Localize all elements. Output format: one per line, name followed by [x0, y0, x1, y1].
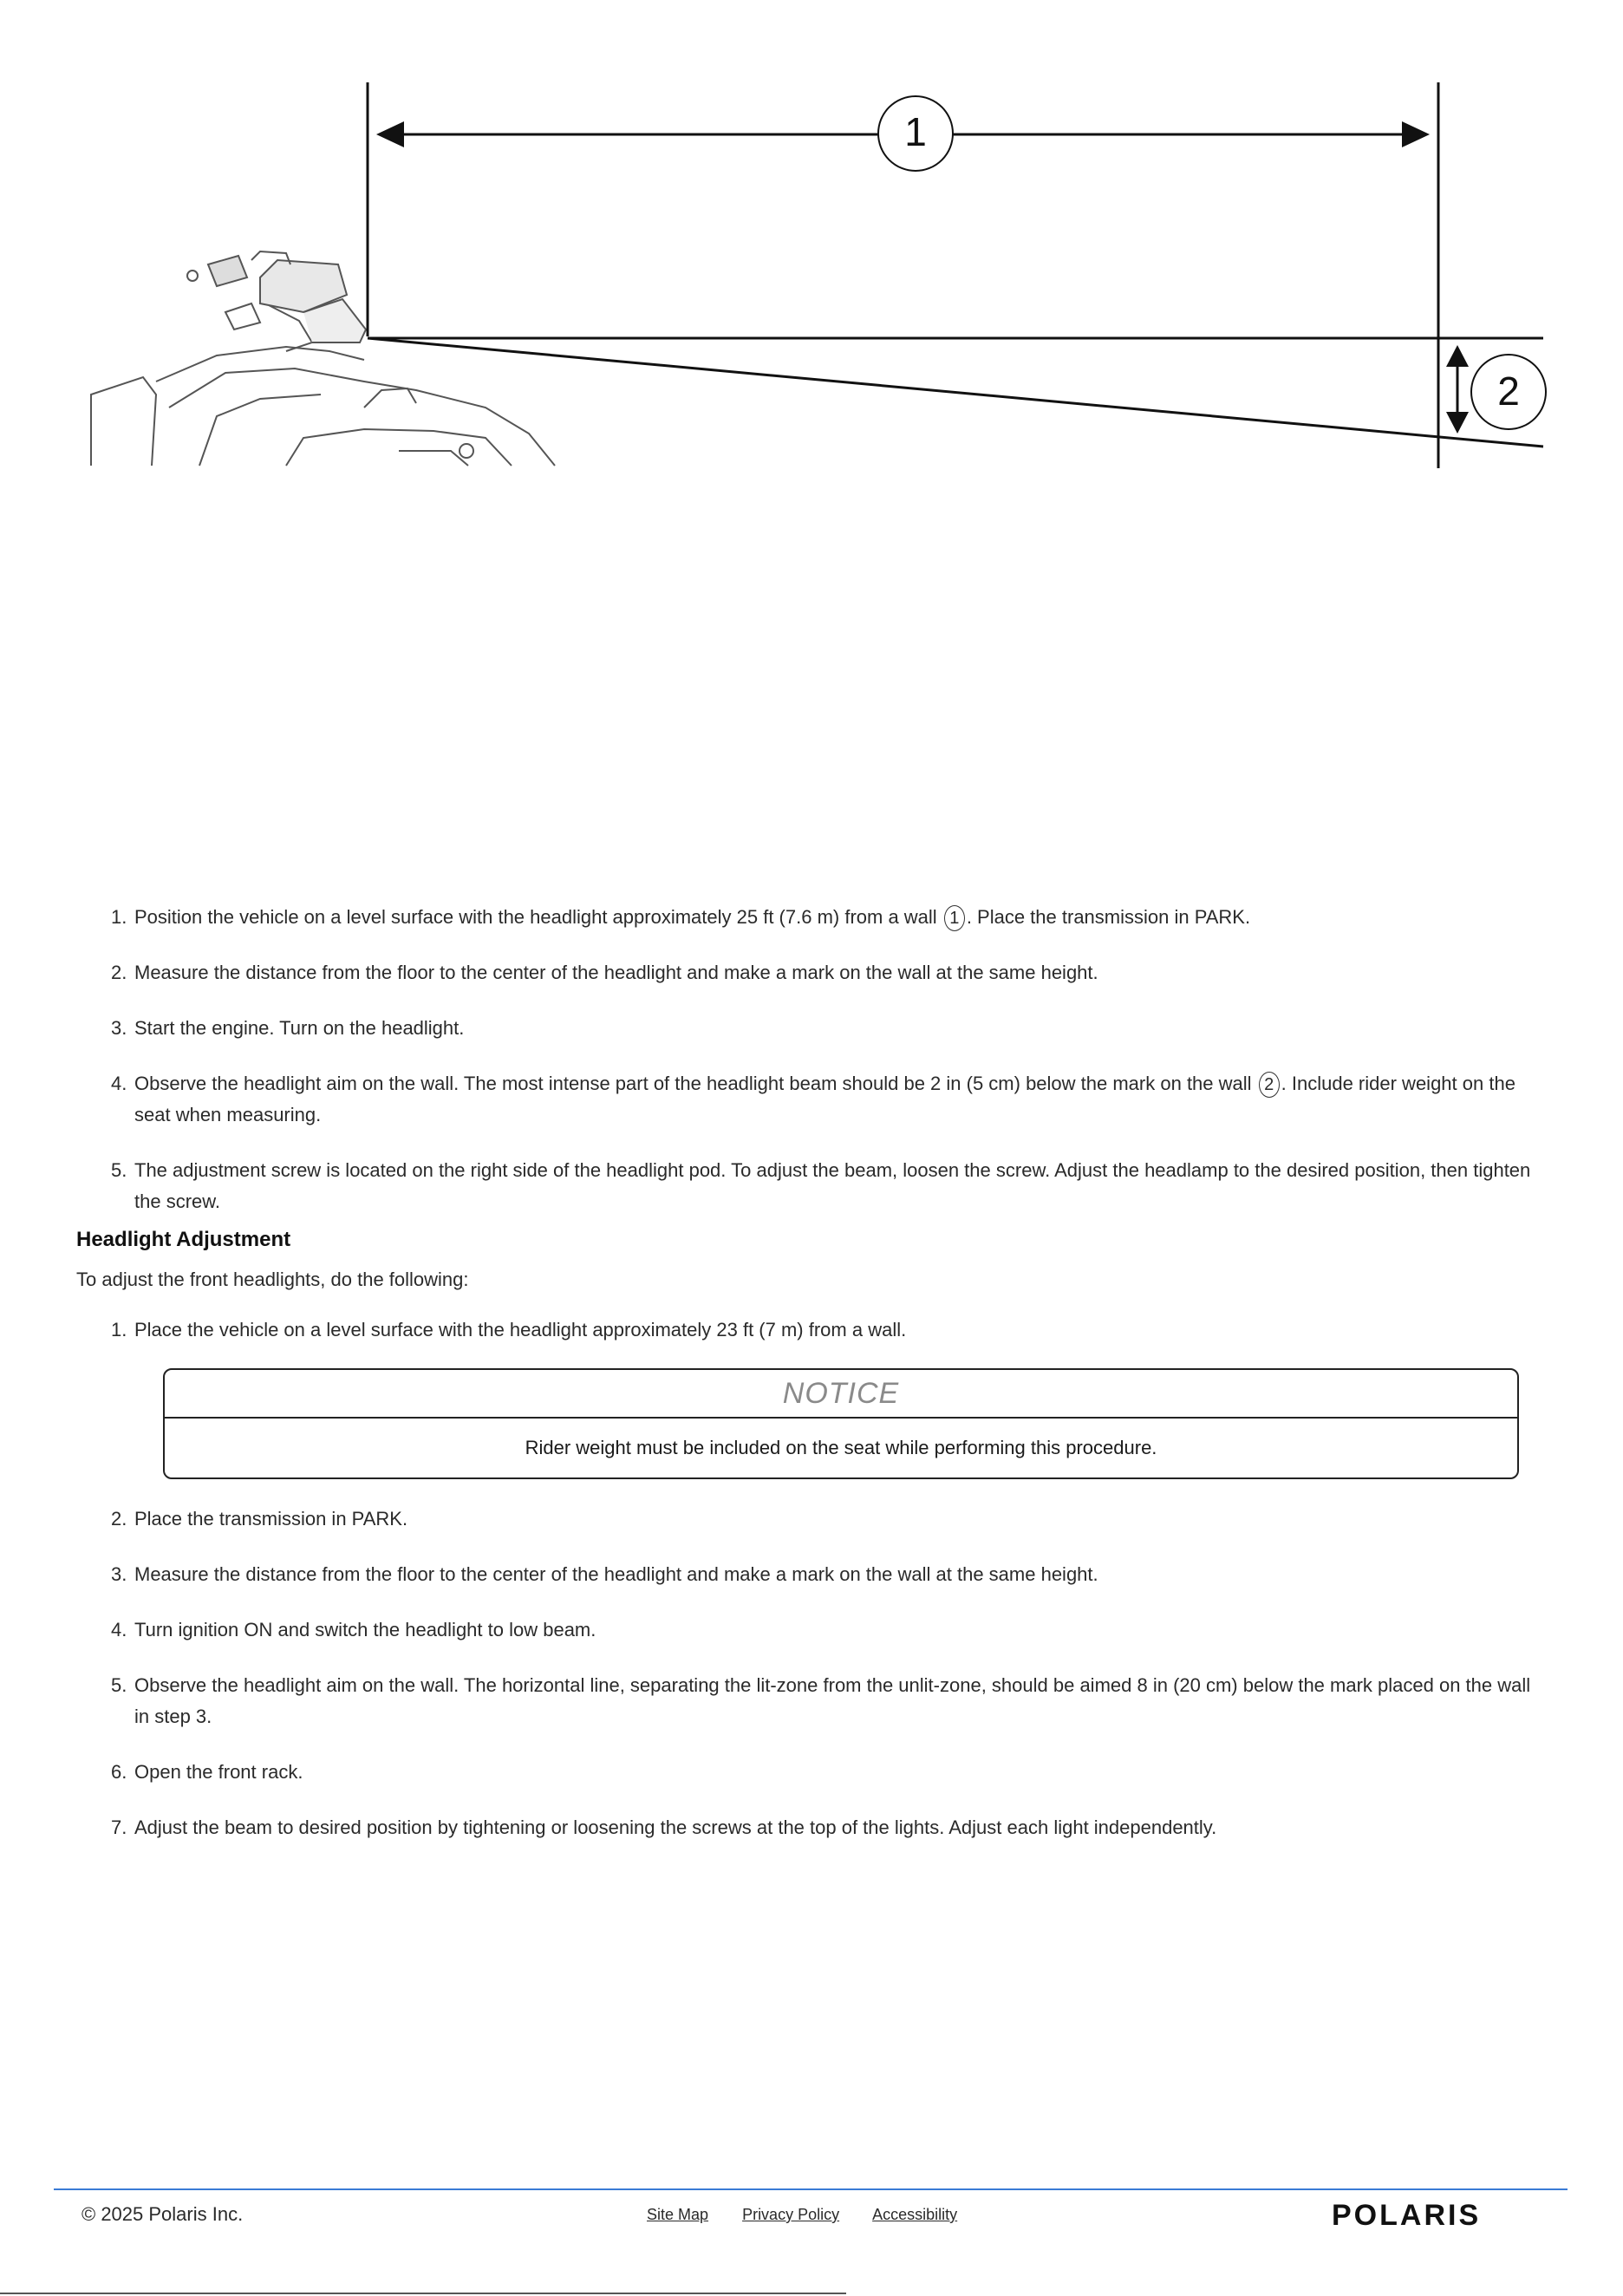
bottom-rule — [0, 2293, 846, 2294]
notice-body: Rider weight must be included on the seat while performing this procedure. — [525, 1437, 1157, 1458]
logo-text: POLARIS — [1332, 2199, 1482, 2230]
step-number: 5. — [111, 1159, 127, 1181]
step-text: Measure the distance from the floor to the center of the headlight and make a mark on the wall at the same height. — [134, 962, 1098, 983]
list-item — [76, 1812, 1550, 1843]
copyright-text: © 2025 Polaris Inc. — [81, 2203, 244, 2225]
vehicle-illustration — [91, 251, 555, 466]
step-number: 1. — [111, 906, 127, 928]
list-item — [76, 1314, 1550, 1346]
callout-2-label: 2 — [1497, 369, 1520, 414]
notice-title: NOTICE — [165, 1370, 1517, 1419]
instructions-content — [76, 902, 1550, 1868]
step-text: Observe the headlight aim on the wall. The horizontal line, separating the lit-zone from the unlit-zone, should be aimed 8 in (20 cm) below the mark placed on the wall in step 3. — [134, 1674, 1531, 1727]
step-number: 4. — [111, 1619, 127, 1640]
notice-box — [163, 1368, 1519, 1479]
section-title: Headlight Adjustment — [76, 1228, 291, 1251]
list-item — [76, 1503, 1550, 1535]
step-number: 3. — [111, 1563, 127, 1585]
list-item — [76, 902, 1550, 933]
step-text: Measure the distance from the floor to the center of the headlight and make a mark on the wall at the same height. — [134, 1563, 1098, 1585]
list-item — [76, 1155, 1550, 1217]
site-map-link[interactable]: Site Map — [647, 2206, 709, 2223]
step-text-continued: . Place the transmission in PARK. — [966, 906, 1251, 928]
step-number: 3. — [111, 1017, 127, 1039]
step-text: Turn ignition ON and switch the headlight to low beam. — [134, 1619, 596, 1640]
step-text: Open the front rack. — [134, 1761, 303, 1783]
step-text-continued: . Include rider weight on the seat when measuring. — [134, 1073, 1515, 1125]
step-text: Start the engine. Turn on the headlight. — [134, 1017, 465, 1039]
list-item — [76, 957, 1550, 988]
step-number: 4. — [111, 1073, 127, 1094]
drop-arrow-bottom-head — [1446, 412, 1469, 434]
step-number: 5. — [111, 1674, 127, 1696]
step-text: Observe the headlight aim on the wall. The most intense part of the headlight beam should be 2 in (5 cm) below the mark on the wall — [134, 1073, 1257, 1094]
step-number: 2. — [111, 962, 127, 983]
polaris-logo[interactable] — [1332, 2199, 1540, 2230]
list-item — [76, 1670, 1550, 1732]
inline-callout-2: 2 — [1259, 1072, 1280, 1098]
footer-divider — [54, 2188, 1568, 2190]
step-number: 1. — [111, 1319, 127, 1340]
step-number: 6. — [111, 1761, 127, 1783]
step-text: Place the vehicle on a level surface with the headlight approximately 23 ft (7 m) from a wall. — [134, 1319, 907, 1340]
footer-links — [647, 2199, 987, 2230]
aiming-steps-list — [76, 902, 1550, 1217]
step-number: 2. — [111, 1508, 127, 1530]
inline-callout-1: 1 — [944, 905, 965, 931]
list-item — [76, 1757, 1550, 1788]
list-item — [76, 1013, 1550, 1044]
distance-arrow-left-head — [376, 121, 404, 147]
step-text: Adjust the beam to desired position by tightening or loosening the screws at the top of the lights. Adjust each light independently. — [134, 1817, 1217, 1838]
list-item — [76, 1614, 1550, 1646]
list-item — [76, 1068, 1550, 1131]
adjustment-steps-list-continued — [76, 1503, 1550, 1843]
section-intro: To adjust the front headlights, do the following: — [76, 1269, 469, 1290]
accessibility-link[interactable]: Accessibility — [872, 2206, 958, 2223]
step-text: Place the transmission in PARK. — [134, 1508, 408, 1530]
distance-arrow-right-head — [1402, 121, 1430, 147]
step-text: The adjustment screw is located on the right side of the headlight pod. To adjust the beam, loosen the screw. Adjust the headlamp to the desired position, then tighten the screw. — [134, 1159, 1531, 1212]
callout-1-label: 1 — [904, 109, 927, 154]
list-item — [76, 1559, 1550, 1590]
step-number: 7. — [111, 1817, 127, 1838]
step-text: Position the vehicle on a level surface with the headlight approximately 25 ft (7.6 m) from a wall — [134, 906, 942, 928]
privacy-policy-link[interactable]: Privacy Policy — [742, 2206, 840, 2223]
headlight-aim-diagram — [0, 0, 1623, 486]
page-footer — [0, 2199, 1623, 2234]
drop-arrow-top-head — [1446, 345, 1469, 367]
adjustment-steps-list — [76, 1314, 1550, 1346]
beam-drop-line — [368, 338, 1543, 447]
